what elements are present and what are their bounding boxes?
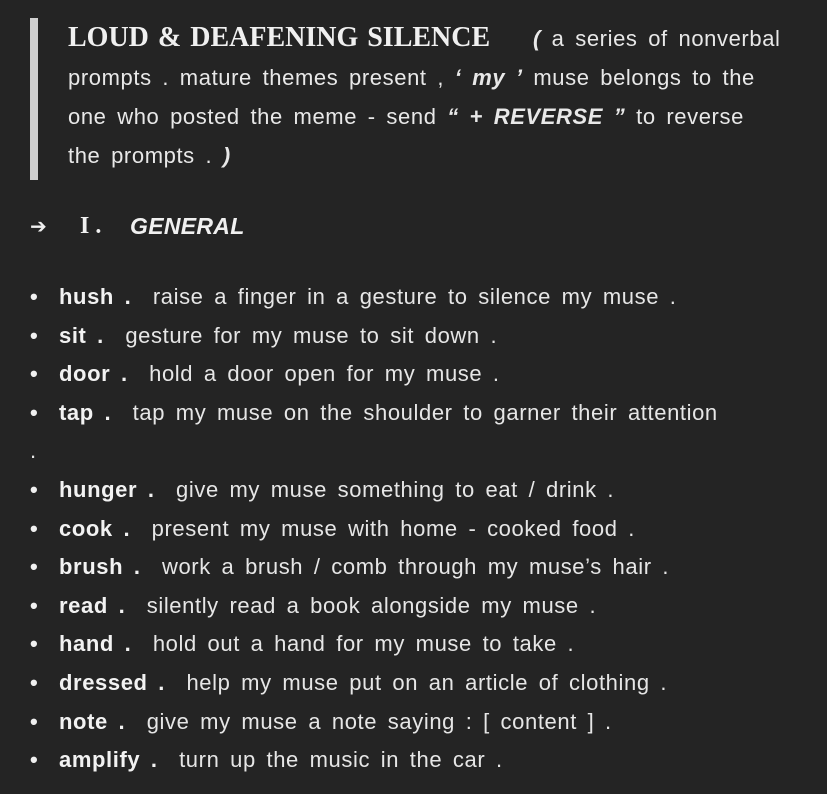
list-item bbox=[30, 317, 810, 356]
arrow-right-icon: ➔ bbox=[30, 214, 47, 238]
section-numeral: I . bbox=[80, 212, 102, 239]
list-item bbox=[30, 510, 810, 549]
prompt-desc: silently read a book alongside my muse . bbox=[146, 592, 597, 618]
prompt-term: brush . bbox=[59, 554, 141, 580]
intro-close-paren: ) bbox=[222, 143, 231, 168]
bullet-icon: • bbox=[30, 631, 39, 657]
prompt-term: cook . bbox=[59, 515, 131, 541]
prompt-desc: give my muse a note saying : [ content ] . bbox=[146, 708, 612, 734]
prompt-list bbox=[30, 278, 810, 780]
prompt-term: amplify . bbox=[59, 747, 158, 773]
intro-text-1: a series of nonverbal prompts . mature themes present , bbox=[68, 26, 781, 90]
section-title: GENERAL bbox=[130, 212, 245, 239]
intro-send-command: “ + REVERSE ” bbox=[447, 104, 626, 129]
bullet-icon: • bbox=[30, 747, 39, 773]
list-item bbox=[30, 587, 810, 626]
prompt-desc: turn up the music in the car . bbox=[179, 747, 503, 773]
intro-title: LOUD & DEAFENING SILENCE bbox=[68, 22, 491, 53]
intro-text-3: to reverse the prompts . bbox=[68, 104, 744, 168]
prompt-term: hunger . bbox=[59, 476, 155, 502]
prompt-term: hush . bbox=[59, 284, 132, 309]
prompt-desc: hold a door open for my muse . bbox=[149, 361, 500, 387]
prompt-term: tap . bbox=[59, 399, 112, 425]
prompt-desc: gesture for my muse to sit down . bbox=[125, 322, 498, 348]
prompt-desc: give my muse something to eat / drink . bbox=[176, 476, 615, 502]
prompt-desc: tap my muse on the shoulder to garner their attention . bbox=[30, 399, 718, 464]
prompt-term: sit . bbox=[59, 322, 104, 348]
prompt-term: read . bbox=[59, 592, 126, 618]
bullet-icon: • bbox=[30, 669, 39, 695]
bullet-icon: • bbox=[30, 708, 39, 734]
prompt-term: door . bbox=[59, 361, 128, 387]
list-item bbox=[30, 355, 810, 394]
prompt-desc: hold out a hand for my muse to take . bbox=[152, 631, 575, 657]
list-item bbox=[30, 548, 810, 587]
intro-text bbox=[68, 18, 783, 175]
bullet-icon: • bbox=[30, 361, 39, 387]
bullet-icon: • bbox=[30, 515, 39, 541]
bullet-icon: • bbox=[30, 476, 39, 502]
prompt-desc: raise a finger in a gesture to silence my muse . bbox=[152, 284, 677, 309]
intro-text-2: muse belongs to the one who posted the meme - send bbox=[68, 65, 755, 129]
section-heading bbox=[30, 208, 245, 244]
prompt-term: dressed . bbox=[59, 669, 166, 695]
prompt-desc: present my muse with home - cooked food . bbox=[151, 515, 635, 541]
prompt-desc: work a brush / comb through my muse’s hair . bbox=[161, 554, 670, 580]
list-item bbox=[30, 703, 810, 742]
bullet-icon: • bbox=[30, 592, 39, 618]
prompt-desc: help my muse put on an article of clothing . bbox=[186, 669, 668, 695]
prompt-term: hand . bbox=[59, 631, 132, 657]
prompt-term: note . bbox=[59, 708, 126, 734]
intro-blockquote bbox=[30, 18, 790, 180]
list-item bbox=[30, 625, 810, 664]
list-item bbox=[30, 394, 720, 471]
bullet-icon: • bbox=[30, 322, 39, 348]
list-item bbox=[30, 664, 810, 703]
list-item bbox=[30, 471, 810, 510]
list-item bbox=[30, 741, 810, 780]
intro-my-quoted: ‘ my ’ bbox=[454, 65, 523, 90]
bullet-icon: • bbox=[30, 399, 39, 425]
bullet-icon: • bbox=[30, 554, 39, 580]
list-item bbox=[30, 278, 810, 317]
blockquote-bar bbox=[30, 18, 38, 180]
bullet-icon: • bbox=[30, 284, 39, 309]
intro-open-paren: ( bbox=[533, 26, 541, 51]
